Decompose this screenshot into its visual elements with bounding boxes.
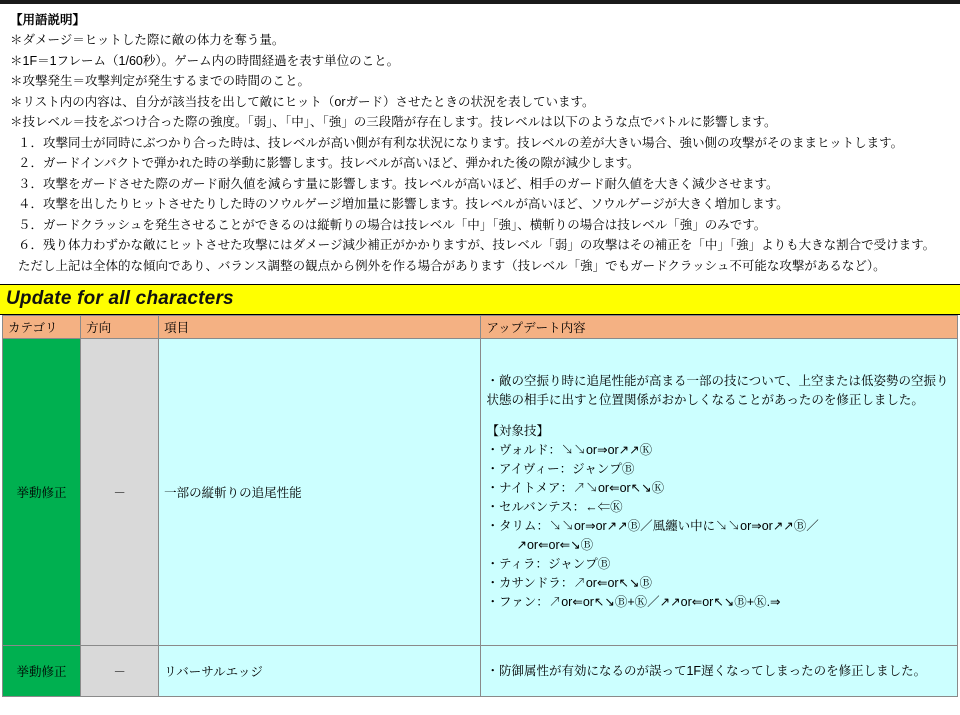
glossary-line: ＊技レベル＝技をぶつけ合った際の強度。「弱」、「中」、「強」の三段階が存在します。技レベルは以下のような点でバトルに影響します。 — [10, 115, 777, 129]
glossary-line: ＊1F＝1フレーム（1/60秒）。ゲーム内の時間経過を表す単位のこと。 — [10, 53, 400, 68]
cell-update-content — [481, 339, 958, 646]
desc-line: ・ファン：↗or⇐or↖↘Ⓑ+Ⓚ／↗↗or⇐or↖↘Ⓑ+Ⓚ.⇒ — [486, 595, 781, 609]
cell-item: リバーサルエッジ — [159, 646, 481, 697]
glossary-numbered-line: ５．ガードクラッシュを発生させることができるのは縦斬りの場合は技レベル「中」「強」、横斬りの場合は技レベル「強」のみです。 — [18, 217, 767, 232]
column-header-direction: 方向 — [81, 316, 159, 339]
desc-line: ・防御属性が有効になるのが誤って1F遅くなってしまったのを修正しました。 — [486, 663, 927, 678]
glossary-numbered-line: １．攻撃同士が同時にぶつかり合った時は、技レベルが高い側が有利な状況になります。技レベルの差が大きい場合、強い側の攻撃がそのままヒットします。 — [18, 135, 904, 150]
desc-line: ・セルバンテス：←⇐Ⓚ — [486, 500, 623, 514]
desc-line: 【対象技】 — [486, 424, 549, 438]
glossary-line: ＊ダメージ＝ヒットした際に敵の体力を奪う量。 — [10, 33, 285, 47]
cell-update-content — [481, 646, 958, 697]
table-header-row — [3, 316, 958, 339]
update-table — [2, 315, 958, 697]
desc-line: ↗or⇐or⇐↘Ⓑ — [516, 538, 594, 552]
glossary-heading: 【用語説明】 — [10, 13, 86, 27]
desc-line: ・ナイトメア：↗↘or⇐or↖↘Ⓚ — [486, 481, 665, 495]
table-row — [3, 646, 958, 697]
glossary-section — [0, 4, 960, 280]
desc-line: ・敵の空振り時に追尾性能が高まる一部の技について、上空または低姿勢の空振り状態の相手に出すと位置関係がおかしくなることがあったのを修正しました。 — [486, 374, 949, 407]
column-header-category: カテゴリ — [3, 316, 81, 339]
cell-item: 一部の縦斬りの追尾性能 — [159, 339, 481, 646]
cell-direction: － — [81, 339, 159, 646]
desc-line: ・アイヴィー：ジャンプⒷ — [486, 462, 635, 476]
glossary-line: ＊攻撃発生＝攻撃判定が発生するまでの時間のこと。 — [10, 74, 311, 88]
desc-line: ・タリム：↘↘or⇒or↗↗Ⓑ／風纏い中に↘↘or⇒or↗↗Ⓑ／ — [486, 519, 819, 533]
cell-direction: － — [81, 646, 159, 697]
cell-category: 挙動修正 — [3, 339, 81, 646]
section-title: Update for all characters — [6, 288, 234, 309]
cell-category: 挙動修正 — [3, 646, 81, 697]
column-header-item: 項目 — [159, 316, 481, 339]
glossary-numbered-line: ３．攻撃をガードさせた際のガード耐久値を減らす量に影響します。技レベルが高いほど、相手のガード耐久値を大きく減少させます。 — [18, 176, 779, 191]
section-title-bar — [0, 284, 960, 315]
glossary-note: ただし上記は全体的な傾向であり、バランス調整の観点から例外を作る場合があります（技レベル「強」でもガードクラッシュ不可能な攻撃があるなど）。 — [18, 258, 886, 273]
glossary-numbered-line: ２．ガードインパクトで弾かれた時の挙動に影響します。技レベルが高いほど、弾かれた後の隙が減少します。 — [18, 156, 640, 170]
glossary-line: ＊リスト内の内容は、自分が該当技を出して敵にヒット（orガード）させたときの状況を表しています。 — [10, 94, 595, 109]
table-row — [3, 339, 958, 646]
glossary-numbered-line: ４．攻撃を出したりヒットさせたりした時のソウルゲージ増加量に影響します。技レベルが高いほど、ソウルゲージが大きく増加します。 — [18, 197, 789, 211]
column-header-update-content: アップデート内容 — [481, 316, 958, 339]
glossary-numbered-line: ６．残り体力わずかな敵にヒットさせた攻撃にはダメージ減少補正がかかりますが、技レベル「弱」の攻撃はその補正を「中」「強」よりも大きな割合で受けます。 — [18, 238, 936, 252]
desc-line: ・ヴォルド：↘↘or⇒or↗↗Ⓚ — [486, 443, 653, 457]
desc-line: ・ティラ：ジャンプⒷ — [486, 557, 611, 571]
desc-line: ・カサンドラ：↗or⇐or↖↘Ⓑ — [486, 576, 653, 590]
